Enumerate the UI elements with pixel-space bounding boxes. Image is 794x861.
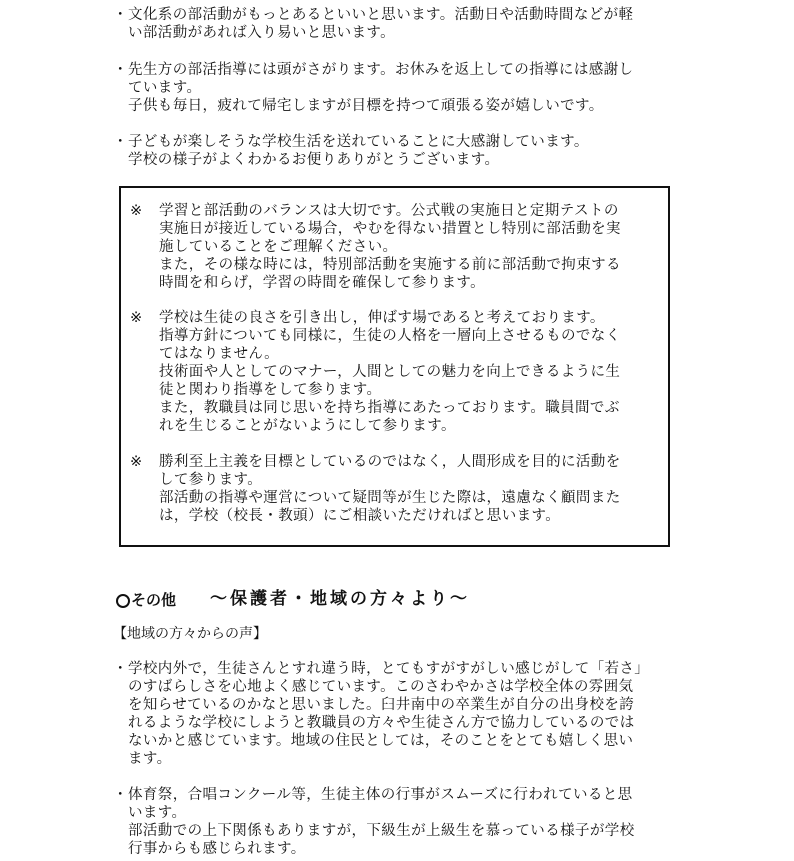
note-line: 施していることをご理解ください。 — [159, 239, 398, 255]
note-mark: ※ — [130, 454, 143, 470]
note-line: また，教職員は同じ思いを持ち指導にあたっております。職員間でぶ — [159, 400, 620, 416]
note-line: てはなりません。 — [159, 346, 280, 362]
bullet-mark: ・ — [113, 661, 128, 677]
comment-line: ます。 — [128, 751, 172, 767]
bullet-mark: ・ — [113, 7, 128, 23]
comment-line: 子供も毎日，疲れて帰宅しますが目標を持つて頑張る姿が嬉しいです。 — [128, 98, 604, 114]
comment-line: ないかと感じています。地域の住民としては，そのことをとても嬉しく思い — [128, 733, 634, 749]
comment-line: 学校の様子がよくわかるお便りありがとうございます。 — [128, 152, 500, 168]
circle-marker — [116, 594, 130, 608]
comment-line: れるような学校にしようと教職員の方々や生徒さん方で協力しているのでは — [128, 715, 635, 731]
note-line: 部活動の指導や運営について疑問等が生じた際は，遠慮なく顧問また — [159, 490, 621, 506]
comment-line: 部活動での上下関係もありますが，下級生が上級生を慕っている様子が学校 — [128, 823, 635, 839]
section-title: その他 — [131, 591, 177, 609]
note-line: 学習と部活動のバランスは大切です。公式戦の実施日と定期テストの — [159, 203, 619, 219]
comment-line: います。 — [128, 805, 187, 821]
note-line: 勝利至上主義を目標としているのではなく，人間形成を目的に活動を — [159, 454, 621, 470]
comment-line: のすばらしさを心地よく感じています。このさわやかさは学校全体の雰囲気 — [128, 679, 634, 695]
comment-line: 体育祭，合唱コンクール等，生徒主体の行事がスムーズに行われていると思 — [128, 787, 633, 803]
section-subtitle: ～保護者・地域の方々より～ — [210, 589, 470, 609]
bullet-mark: ・ — [113, 134, 128, 150]
note-line: 指導方針についても同様に，生徒の人格を一層向上させるものでなく — [159, 328, 621, 344]
note-line: れを生じることがないようにして参ります。 — [159, 418, 456, 434]
note-line: 学校は生徒の良さを引き出し，伸ばす場であると考えております。 — [159, 310, 605, 326]
comment-line: 先生方の部活指導には頭がさがります。お休みを返上しての指導には感謝し — [128, 62, 634, 78]
note-line: 実施日が接近している場合，やむを得ない措置とし特別に部活動を実 — [159, 221, 621, 237]
note-mark: ※ — [130, 310, 143, 326]
bullet-mark: ・ — [113, 787, 128, 803]
note-line: は，学校（校長・教頭）にご相談いただければと思います。 — [159, 508, 561, 524]
comment-line: 行事からも感じられます。 — [128, 841, 306, 857]
note-line: して参ります。 — [159, 472, 263, 488]
note-line: 時間を和らげ，学習の時間を確保して参ります。 — [159, 275, 486, 291]
comment-line: 学校内外で，生徒さんとすれ違う時，とてもすがすがしい感じがして「若さ」 — [128, 661, 650, 677]
note-line: 徒と関わり指導をして参ります。 — [159, 382, 382, 398]
note-mark: ※ — [130, 203, 143, 219]
comment-line: 文化系の部活動がもっとあるといいと思います。活動日や活動時間などが軽 — [128, 7, 634, 23]
comment-line: い部活動があれば入り易いと思います。 — [128, 25, 396, 41]
note-line: 技術面や人としてのマナー，人間としての魅力を向上できるように生 — [159, 364, 621, 380]
comment-line: 子どもが楽しそうな学校生活を送れていることに大感謝しています。 — [128, 134, 589, 150]
comment-line: ています。 — [128, 80, 202, 96]
note-line: また，その様な時には，特別部活動を実施する前に部活動で拘束する — [159, 257, 621, 273]
subhead: 【地域の方々からの声】 — [113, 626, 267, 642]
comment-line: を知らせているのかなと思いました。臼井南中の卒業生が自分の出身校を誇 — [128, 697, 635, 713]
bullet-mark: ・ — [113, 62, 128, 78]
